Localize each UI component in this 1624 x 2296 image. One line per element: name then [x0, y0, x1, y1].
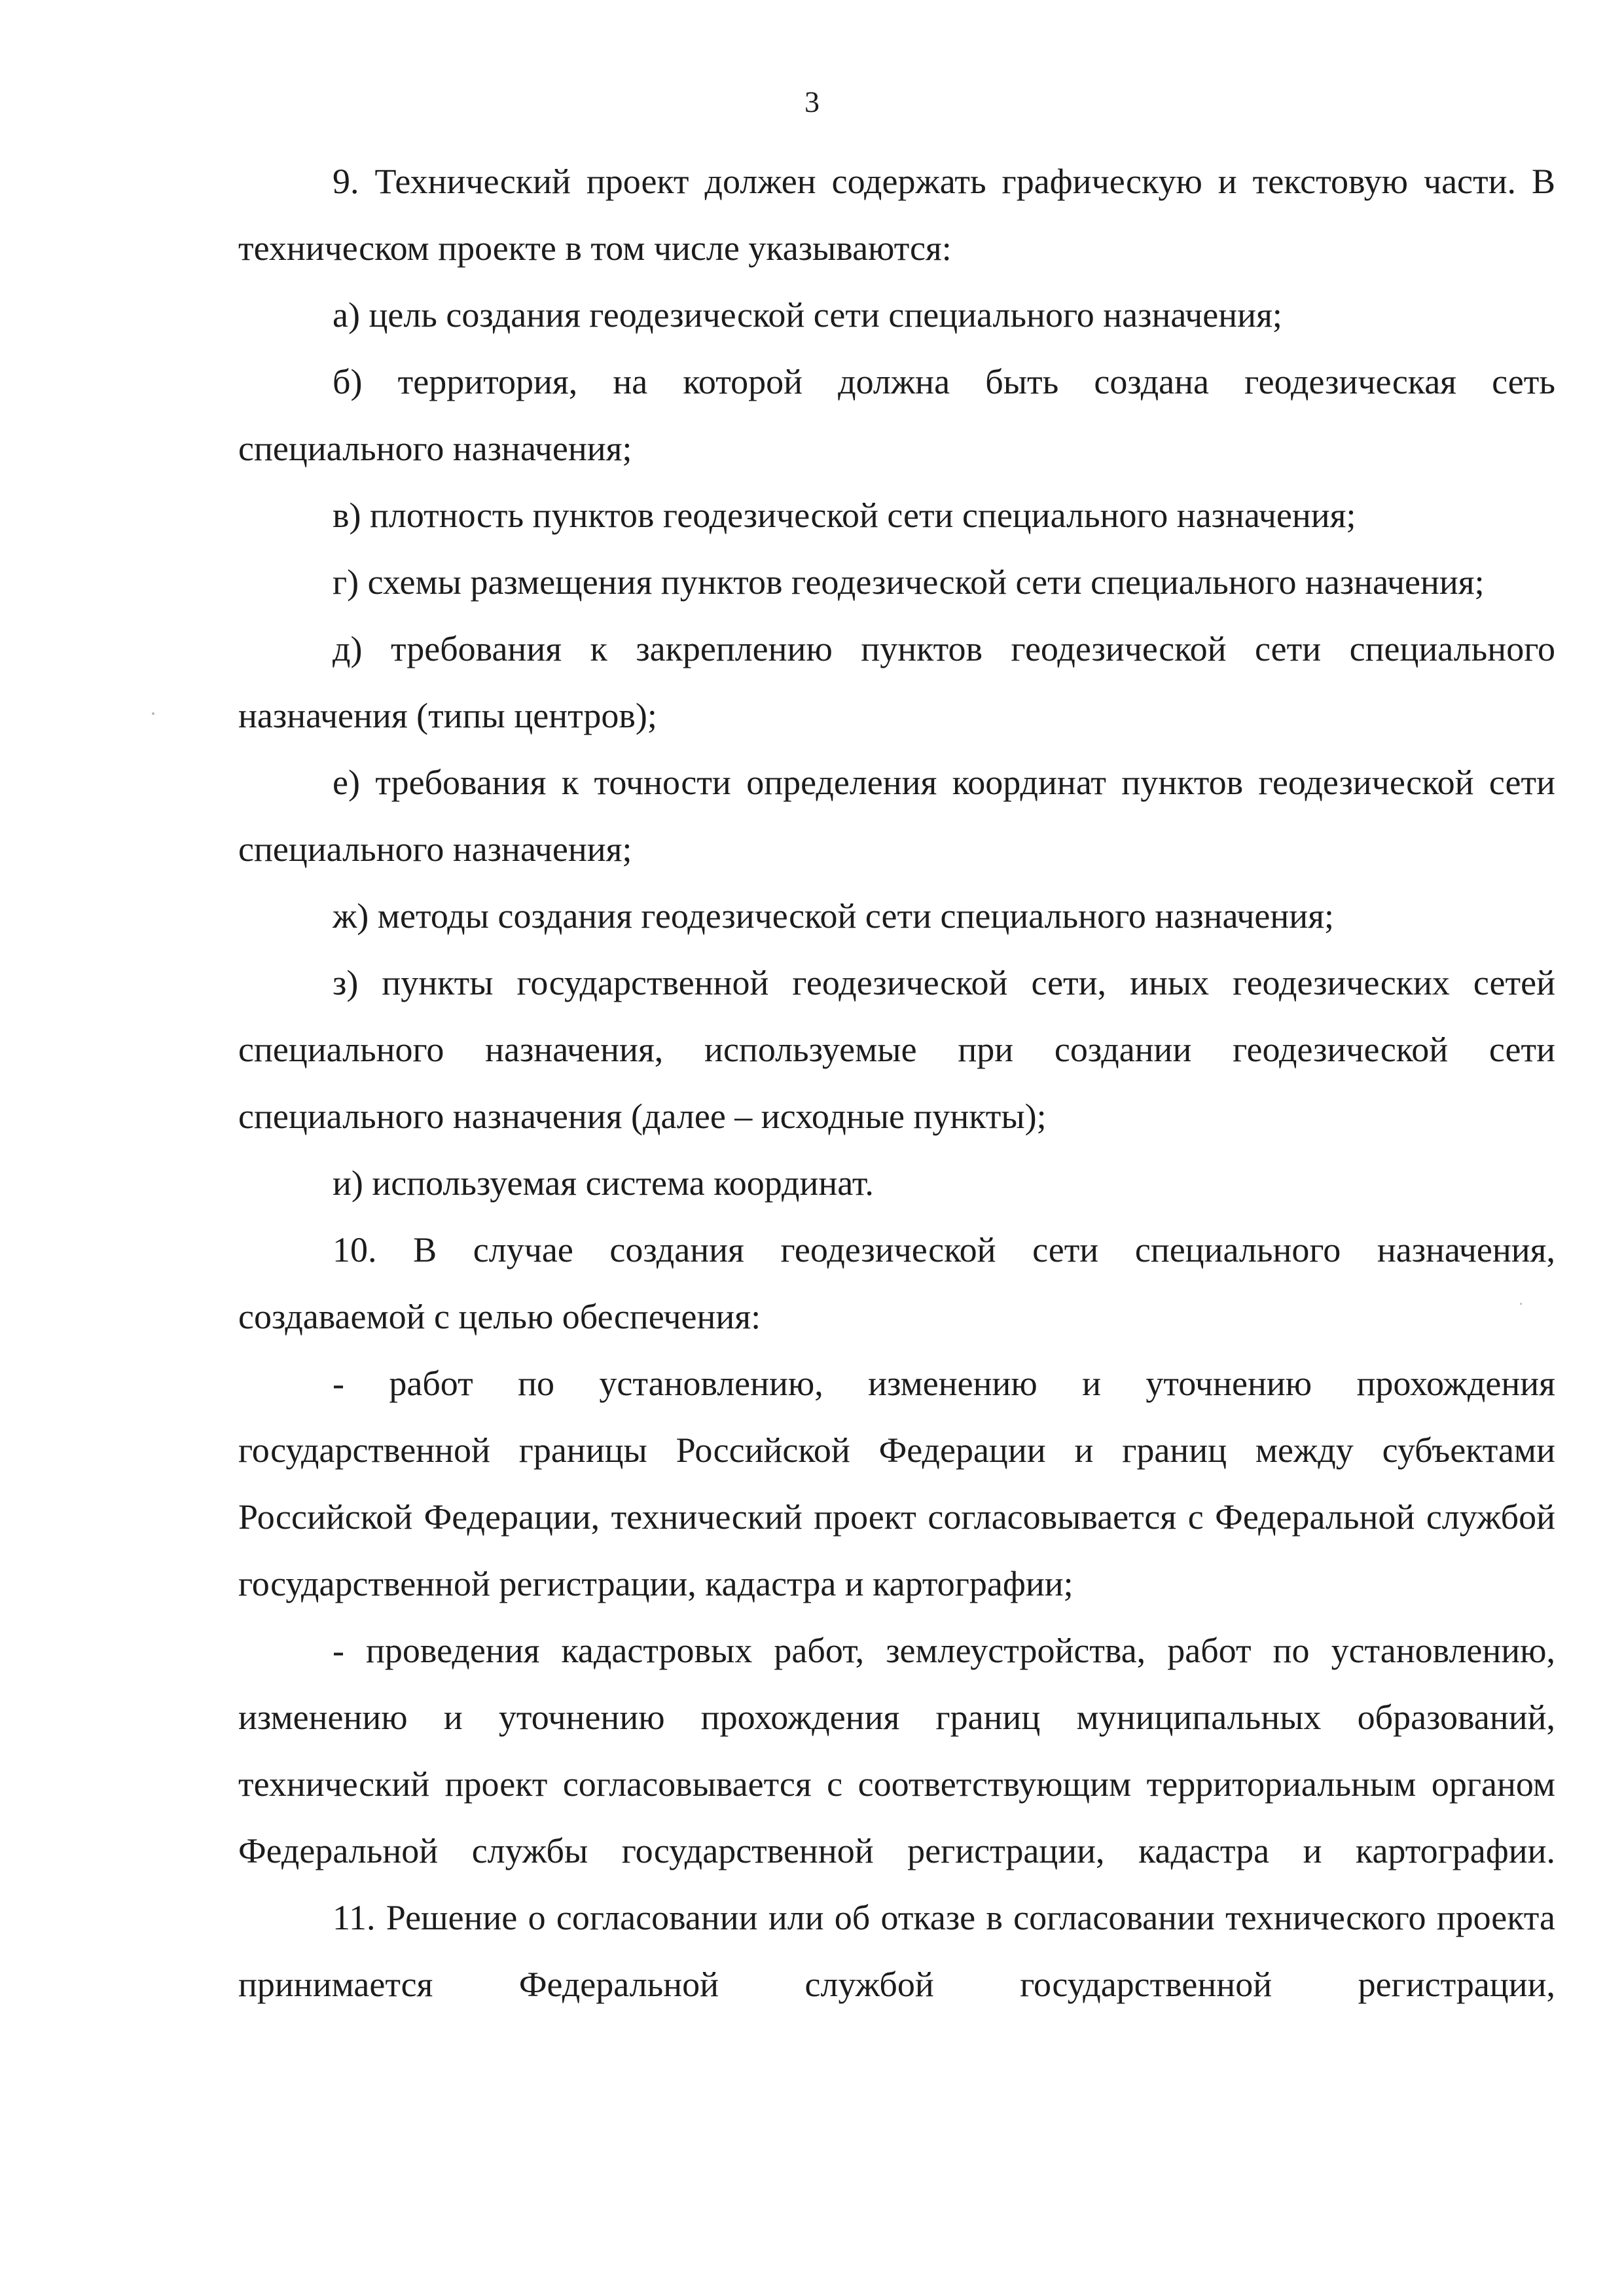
list-item-d: д) требования к закреплению пунктов геодезической сети специального назначения (типы центров); [238, 629, 1555, 735]
list-item-z: з) пункты государственной геодезической сети, иных геодезических сетей специального назначения, используемые при создании геодезической сети специального назначения (далее – исходные пункты); [238, 963, 1555, 1136]
paragraph-10: 10. В случае создания геодезической сети специального назначения, создаваемой с целью обеспечения: [238, 1230, 1555, 1336]
scan-speck [1520, 1303, 1522, 1305]
paragraph-9: 9. Технический проект должен содержать графическую и текстовую части. В техническом проекте в том числе указываются: [238, 162, 1555, 268]
list-item-g: г) схемы размещения пунктов геодезической сети специального назначения; [333, 562, 1485, 602]
dash-item-border-works: - работ по установлению, изменению и уточнению прохождения государственной границы Российской Федерации и границ между субъектами Российской Федерации, технический проект согласовывается с Федеральной службой государственной регистрации, кадастра и картографии; [238, 1364, 1555, 1603]
list-item-a: а) цель создания геодезической сети специального назначения; [333, 295, 1282, 335]
dash-item-cadastral-works: - проведения кадастровых работ, землеустройства, работ по установлению, изменению и уточнению прохождения границ муниципальных образований, технический проект согласовывается с соответствующим территориальным органом Федеральной службы государственной регистрации, кадастра и картографии. [238, 1631, 1555, 1870]
list-item-i: и) используемая система координат. [333, 1163, 874, 1203]
paragraph-11: 11. Решение о согласовании или об отказе в согласовании технического проекта принимается Федеральной службой государственной регистрации, [238, 1898, 1555, 2004]
scan-speck [152, 712, 154, 715]
page-number: 3 [804, 85, 820, 118]
list-item-zh: ж) методы создания геодезической сети специального назначения; [333, 896, 1335, 936]
list-item-b: б) территория, на которой должна быть создана геодезическая сеть специального назначения; [238, 362, 1555, 468]
list-item-v: в) плотность пунктов геодезической сети специального назначения; [333, 496, 1356, 535]
document-body [238, 148, 1555, 2018]
list-item-e: е) требования к точности определения координат пунктов геодезической сети специального назначения; [238, 763, 1555, 869]
